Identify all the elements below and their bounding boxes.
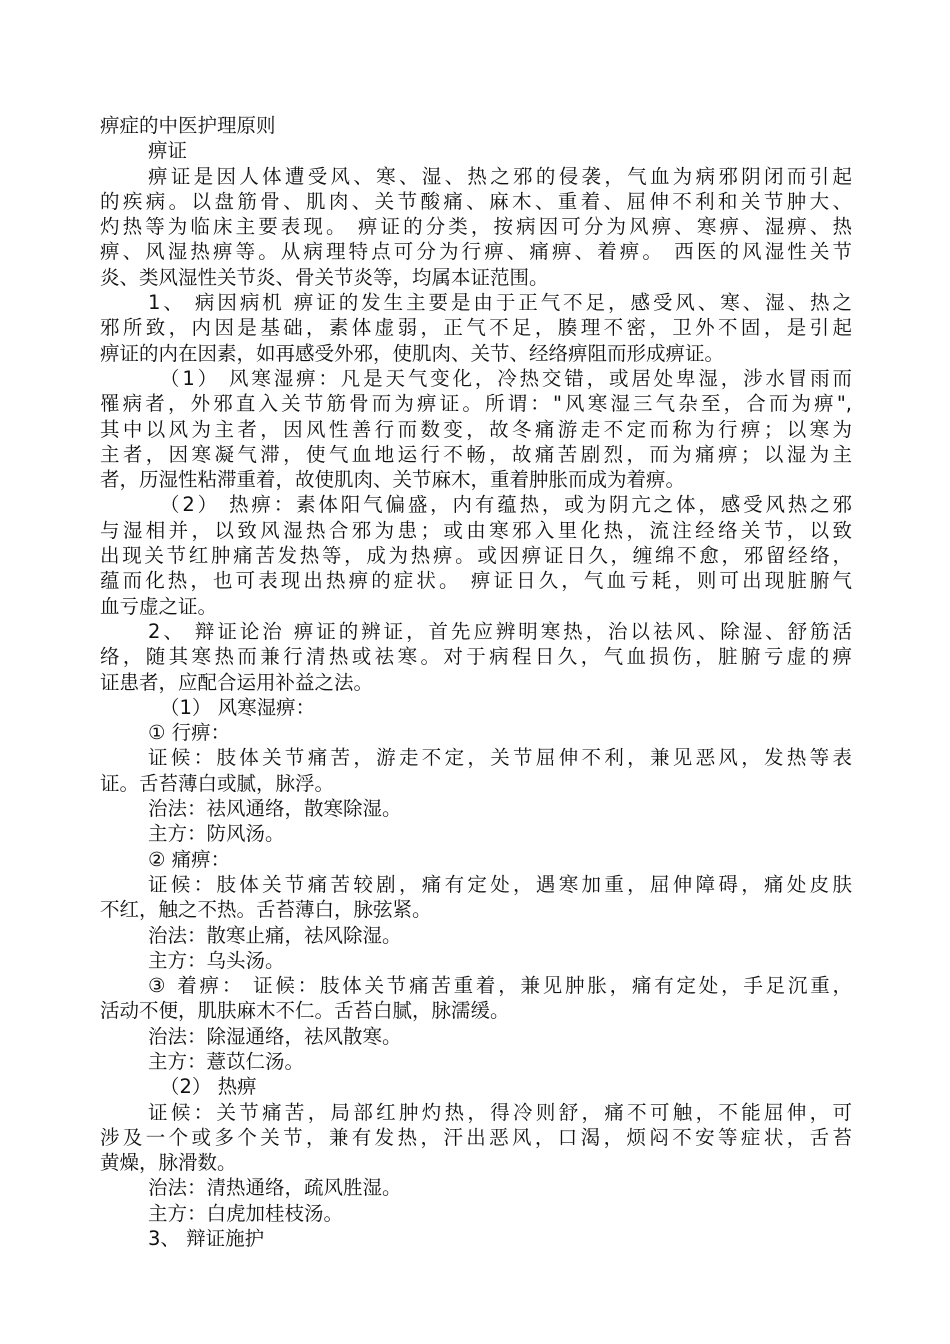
paragraph-line: 主方：防风汤。 [148,822,285,846]
paragraph-line: 证候：肢体关节痛苦，游走不定，关节屈伸不利，兼见恶风，发热等表 [148,746,852,770]
subheading: （2） 热痹 [160,1075,257,1099]
paragraph-line: 蕴而化热，也可表现出热痹的症状。 痹证日久，气血亏耗，则可出现脏腑气 [100,569,852,593]
paragraph-line: 证。舌苔薄白或腻，脉浮。 [100,771,335,795]
paragraph-line: （1） 风寒湿痹：凡是天气变化，冷热交错，或居处卑湿，涉水冒雨而 [160,366,852,390]
paragraph-line: 黄燥，脉滑数。 [100,1151,237,1175]
paragraph-line: 痹、风湿热痹等。从病理特点可分为行痹、痛痹、着痹。 西医的风湿性关节 [100,240,852,264]
paragraph-line: 治法：散寒止痛，祛风除湿。 [148,923,402,947]
subheading: ① 行痹： [148,721,231,745]
paragraph-line: 者，历湿性粘滞重着，故使肌肉、关节麻木，重着肿胀而成为着痹。 [100,468,686,492]
paragraph-line: 主方：白虎加桂枝汤。 [148,1201,344,1225]
paragraph-line: 炎、类风湿性关节炎、骨关节炎等，均属本证范围。 [100,265,549,289]
paragraph-line: 治法：清热通络，疏风胜湿。 [148,1176,402,1200]
paragraph-line: 与湿相并，以致风湿热合邪为患；或由寒邪入里化热，流注经络关节，以致 [100,518,852,542]
paragraph-line: 不红，触之不热。舌苔薄白，脉弦紧。 [100,898,432,922]
paragraph-line: 灼热等为临床主要表现。 痹证的分类，按病因可分为风痹、寒痹、湿痹、热 [100,215,852,239]
paragraph-line: 1、 病因病机 痹证的发生主要是由于正气不足，感受风、寒、湿、热之 [148,291,852,315]
document-title: 痹症的中医护理原则 [100,114,276,137]
paragraph-line: 2、 辩证论治 痹证的辨证，首先应辨明寒热，治以祛风、除湿、舒筋活 [148,619,852,643]
paragraph-line: 主方：乌头汤。 [148,948,285,972]
subheading: （1） 风寒湿痹： [160,695,316,719]
paragraph-line: 证患者，应配合运用补益之法。 [100,670,374,694]
paragraph-line: 痹证的内在因素，如再感受外邪，使肌肉、关节、经络痹阻而形成痹证。 [100,341,725,365]
section-heading: 3、 辩证施护 [148,1227,265,1251]
paragraph-line: 治法：祛风通络，散寒除湿。 [148,797,402,821]
paragraph-line: 络，随其寒热而兼行清热或祛寒。对于病程日久，气血损伤，脏腑亏虚的痹 [100,645,852,669]
paragraph-line: （2） 热痹：素体阳气偏盛，内有蕴热，或为阴亢之体，感受风热之邪 [160,493,852,517]
paragraph-line: 证候：关节痛苦，局部红肿灼热，得冷则舒，痛不可触，不能屈伸，可 [148,1100,852,1124]
paragraph-line: ③ 着痹： 证候：肢体关节痛苦重着，兼见肿胀，痛有定处，手足沉重， [148,974,852,998]
paragraph-line: 的疾病。以盘筋骨、肌肉、关节酸痛、麻木、重着、屈伸不利和关节肿大、 [100,189,852,213]
paragraph-line: 血亏虚之证。 [100,594,218,618]
paragraph-line: 证候：肢体关节痛苦较剧，痛有定处，遇寒加重，屈伸障碍，痛处皮肤 [148,872,852,896]
paragraph-line: 主者，因寒凝气滞，使气血地运行不畅，故痛苦剧烈，而为痛痹；以湿为主 [100,442,852,466]
paragraph-line: 涉及一个或多个关节，兼有发热，汗出恶风，口渴，烦闷不安等症状，舌苔 [100,1125,852,1149]
subheading: ② 痛痹： [148,847,231,871]
paragraph-line: 邪所致，内因是基础，素体虚弱，正气不足，腠理不密，卫外不固，是引起 [100,316,852,340]
paragraph-line: 其中以风为主者，因风性善行而数变，故冬痛游走不定而称为行痹；以寒为 [100,417,852,441]
section-heading: 痹证 [148,139,188,163]
paragraph-line: 出现关节红肿痛苦发热等，成为热痹。或因痹证日久，缠绵不愈，邪留经络， [100,544,852,568]
paragraph-line: 痹证是因人体遭受风、寒、湿、热之邪的侵袭，气血为病邪阴闭而引起 [148,164,852,188]
document-body [100,113,852,1251]
paragraph-line: 主方：薏苡仁汤。 [148,1049,305,1073]
paragraph-line: 罹病者，外邪直入关节筋骨而为痹证。所谓："风寒湿三气杂至，合而为痹", [100,392,852,416]
paragraph-line: 活动不便，肌肤麻木不仁。舌苔白腻，脉濡缓。 [100,999,510,1023]
paragraph-line: 治法：除湿通络，祛风散寒。 [148,1024,402,1048]
